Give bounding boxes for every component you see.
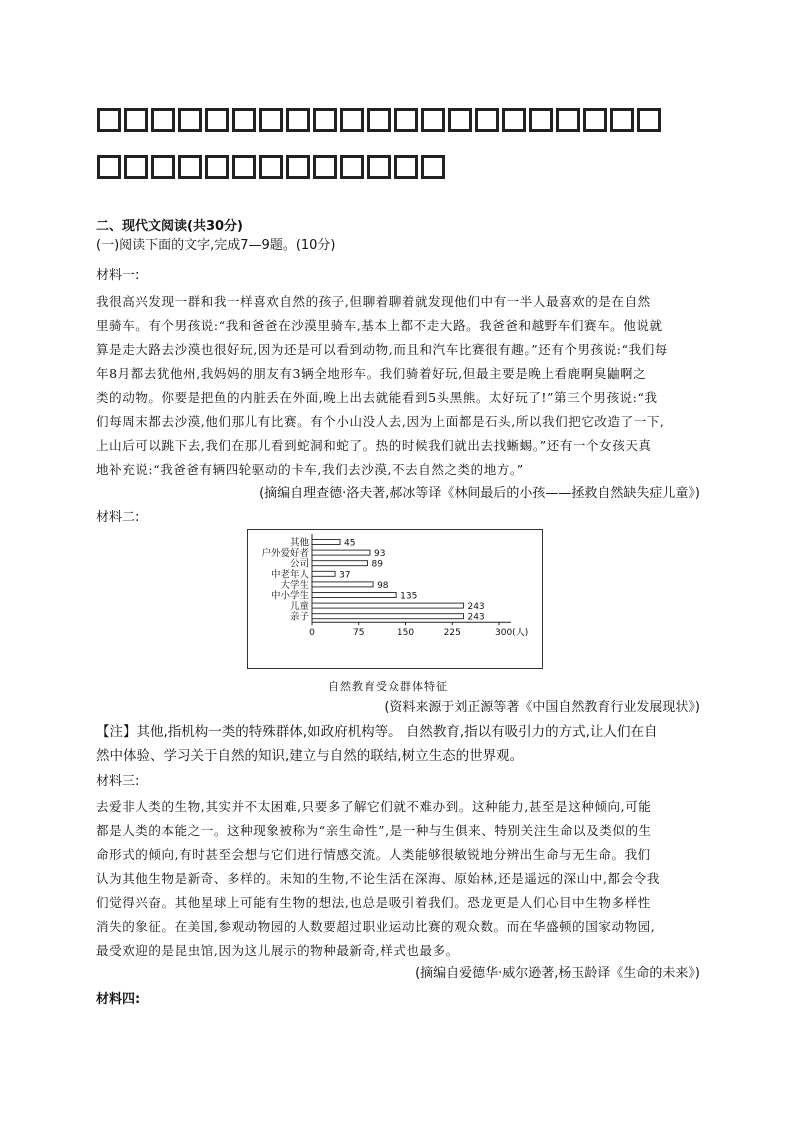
x-tick-label: 300(人) [495,628,529,639]
material1-line: 类的动物。你要是把鱼的内脏丢在外面,晚上出去就能看到5头黑熊。太好玩了!”第三个男孩说:“我 [96,390,658,405]
material3-source: (摘编自爱德华·威尔逊著,杨玉龄译《生命的未来》) [415,966,700,981]
bar-儿童 [312,603,463,608]
material1-source: (摘编自理查德·洛夫著,郝冰等译《林间最后的小孩——拯救自然缺失症儿童》) [259,486,700,501]
material1-line: 地补充说:“我爸爸有辆四轮驱动的卡车,我们去沙漠,不去自然之类的地方。” [96,462,524,477]
missing-glyph-icon [394,155,418,179]
missing-glyph-icon [97,155,121,179]
x-tick-label: 225 [443,628,461,639]
bar-公司 [312,561,367,566]
category-label: 户外爱好者 [261,548,309,560]
material1-line: 里骑车。有个男孩说:“我和爸爸在沙漠里骑车,基本上都不走大路。我爸爸和越野车们赛车。他说就 [96,318,663,333]
missing-glyph-icon [232,108,256,132]
material1-line: 年8月都去犹他州,我妈妈的朋友有3辆全地形车。我们骑着好玩,但最主要是晚上看鹿啊臭鼬啊之 [96,366,647,381]
data-label: 243 [467,612,485,623]
section-heading: 二、现代文阅读(共30分) [96,219,243,234]
missing-glyph-icon [124,155,148,179]
category-label: 亲子 [289,611,309,623]
note-line: 【注】其他,指机构一类的特殊群体,如政府机构等。 自然教育,指以有吸引力的方式,让人们在自 [96,724,658,740]
missing-glyph-icon [448,108,472,132]
missing-glyph-icon [367,155,391,179]
data-label: 243 [467,602,485,613]
missing-glyph-icon [151,108,175,132]
missing-glyph-icon [313,155,337,179]
missing-glyph-icon [637,108,661,132]
material1-line: 们每周末都去沙漠,他们那儿有比赛。有个小山没人去,因为上面都是石头,所以我们把它改造了一下, [96,414,665,429]
missing-glyph-icon [232,155,256,179]
material3-line: 们觉得兴奋。其他星球上可能有生物的想法,也总是吸引着我们。恐龙更是人们心目中生物多样性 [96,895,651,910]
material3-line: 最受欢迎的是昆虫馆,因为这儿展示的物种最新奇,样式也最多。 [96,943,459,958]
missing-glyph-icon [583,108,607,132]
missing-glyph-icon [124,108,148,132]
material2-source: (资料来源于刘正源等著《中国自然教育行业发展现状》) [384,700,700,715]
missing-glyph-icon [259,108,283,132]
data-label: 37 [339,570,351,581]
missing-glyph-icon [502,108,526,132]
data-label: 89 [371,559,383,570]
material4-label: 材料四: [96,992,141,1007]
material3-line: 命形式的倾向,有时甚至会想与它们进行情感交流。人类能够很敏锐地分辨出生命与无生命。我们 [96,847,651,862]
question-intro: (一)阅读下面的文字,完成7—9题。(10分) [96,238,336,253]
missing-glyph-icon [178,108,202,132]
bar-其他 [312,540,340,545]
x-tick-label: 150 [396,628,415,639]
material1-line: 算是走大路去沙漠也很好玩,因为还是可以看到动物,而且和汽车比赛很有趣。”还有个男孩说:“我们每 [96,342,668,357]
missing-glyph-icon [610,108,634,132]
material3-line: 去爱非人类的生物,其实并不太困难,只要多了解它们就不难办到。这种能力,甚至是这种倾向,可能 [96,799,652,814]
category-label: 中小学生 [270,590,309,602]
material3-line: 消失的象征。在美国,参观动物园的人数要超过职业运动比赛的观众数。而在华盛顿的国家动物园, [96,919,656,934]
category-label: 大学生 [280,579,309,591]
x-tick-label: 75 [353,628,365,639]
missing-glyph-icon [421,155,445,179]
missing-glyph-icon [259,155,283,179]
category-label: 公司 [289,558,309,570]
data-label: 135 [400,591,418,602]
title-glyph-row-2 [97,155,445,179]
x-tick-label: 0 [309,628,315,639]
bar-chart [248,530,542,668]
missing-glyph-icon [475,108,499,132]
data-label: 45 [344,538,356,549]
category-label: 儿童 [289,601,309,613]
missing-glyph-icon [421,108,445,132]
missing-glyph-icon [205,155,229,179]
missing-glyph-icon [367,108,391,132]
missing-glyph-icon [529,108,553,132]
chart-frame [247,529,543,669]
missing-glyph-icon [556,108,580,132]
title-glyph-row-1 [97,108,661,132]
chart-caption: 自然教育受众群体特征 [328,680,448,693]
material3-label: 材料三: [96,774,140,789]
missing-glyph-icon [286,155,310,179]
missing-glyph-icon [97,108,121,132]
material1-line: 我很高兴发现一群和我一样喜欢自然的孩子,但聊着聊着就发现他们中有一半人最喜欢的是在自然 [96,294,651,309]
data-label: 98 [377,580,389,591]
bar-亲子 [312,614,463,619]
missing-glyph-icon [205,108,229,132]
material2-label: 材料二: [96,510,140,525]
note-line: 然中体验、学习关于自然的知识,建立与自然的联结,树立生态的世界观。 [96,748,524,764]
bar-大学生 [312,582,373,587]
missing-glyph-icon [394,108,418,132]
page-title [0,0,794,200]
category-label: 中老年人 [270,569,309,581]
material3-line: 认为其他生物是新奇、多样的。未知的生物,不论生活在深海、原始林,还是遥远的深山中,都会令我 [96,871,660,886]
missing-glyph-icon [151,155,175,179]
category-label: 其他 [289,537,309,549]
missing-glyph-icon [178,155,202,179]
missing-glyph-icon [340,155,364,179]
material1-label: 材料一: [96,268,140,283]
missing-glyph-icon [340,108,364,132]
missing-glyph-icon [313,108,337,132]
material3-line: 都是人类的本能之一。这种现象被称为“亲生命性”,是一种与生俱来、特别关注生命以及类似的生 [96,823,652,838]
bar-中小学生 [312,593,396,598]
bar-中老年人 [312,571,335,576]
material1-line: 上山后可以跳下去,我们在那儿看到蛇洞和蛇了。热的时候我们就出去找蜥蜴。”还有一个女孩天真 [96,438,652,453]
page-title-text [0,0,1,1]
bar-户外爱好者 [312,550,370,555]
data-label: 93 [373,549,386,560]
missing-glyph-icon [286,108,310,132]
